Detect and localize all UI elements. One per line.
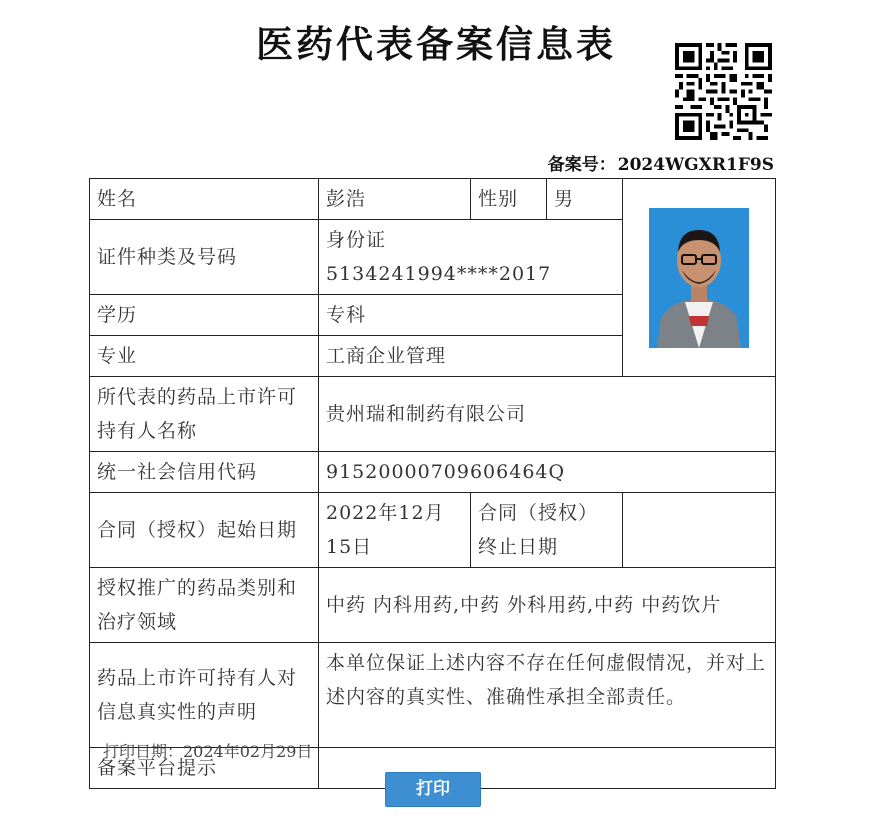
- page-title: 医药代表备案信息表: [256, 22, 616, 66]
- print-button[interactable]: 打印: [385, 772, 481, 807]
- qr-code-icon: [675, 43, 772, 140]
- table-row: [90, 377, 776, 452]
- scope-value: 中药 内科用药,中药 外科用药,中药 中药饮片: [319, 568, 776, 643]
- id-value: 身份证 5134241994****2017: [319, 220, 623, 295]
- education-label: 学历: [90, 295, 319, 336]
- record-number-value: 2024WGXR1F9S: [617, 155, 774, 175]
- table-row: [90, 452, 776, 493]
- education-value: 专科: [319, 295, 623, 336]
- major-value: 工商企业管理: [319, 336, 623, 377]
- name-label: 姓名: [90, 179, 319, 220]
- id-label: 证件种类及号码: [90, 220, 319, 295]
- name-value: 彭浩: [319, 179, 471, 220]
- record-number-label: 备案号：: [547, 155, 616, 175]
- end-date-value: [623, 493, 776, 568]
- start-date-value: 2022年12月15日: [319, 493, 471, 568]
- info-table: [89, 178, 776, 789]
- avatar: [649, 208, 749, 348]
- credit-code-value: 91520000709606464Q: [319, 452, 776, 493]
- table-row: [90, 568, 776, 643]
- scope-label: 授权推广的药品类别和治疗领域: [90, 568, 319, 643]
- end-date-label: 合同（授权）终止日期: [471, 493, 623, 568]
- platform-tip-label: 备案平台提示: [90, 748, 319, 789]
- gender-value: 男: [547, 179, 623, 220]
- table-row: [90, 179, 776, 220]
- print-date: 打印日期：2024年02月29日: [103, 742, 313, 761]
- major-label: 专业: [90, 336, 319, 377]
- table-row: [90, 643, 776, 748]
- gender-label: 性别: [471, 179, 547, 220]
- declaration-label: 药品上市许可持有人对信息真实性的声明: [90, 643, 319, 748]
- credit-code-label: 统一社会信用代码: [90, 452, 319, 493]
- holder-label: 所代表的药品上市许可持有人名称: [90, 377, 319, 452]
- table-row: [90, 493, 776, 568]
- photo-cell: [623, 179, 776, 377]
- holder-value: 贵州瑞和制药有限公司: [319, 377, 776, 452]
- record-number: [548, 150, 774, 175]
- declaration-value: 本单位保证上述内容不存在任何虚假情况，并对上述内容的真实性、准确性承担全部责任。: [319, 643, 776, 748]
- start-date-label: 合同（授权）起始日期: [90, 493, 319, 568]
